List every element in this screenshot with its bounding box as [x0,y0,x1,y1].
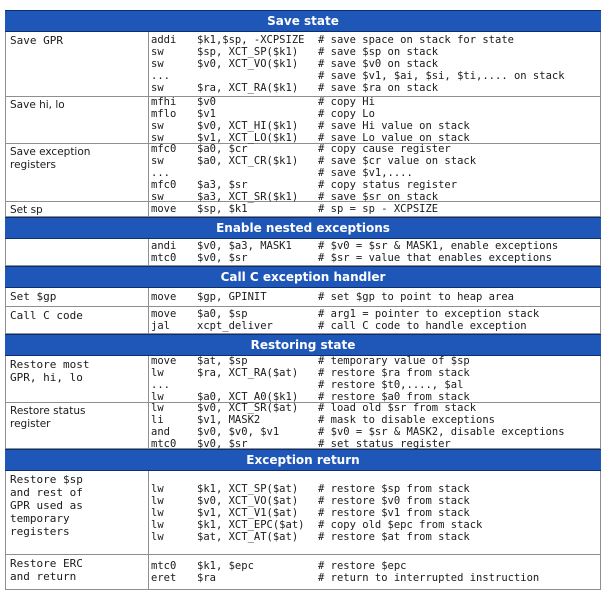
comment: # call C code to handle exception [318,320,527,332]
opcode: sw [151,82,164,94]
operands: $a0, XCT_A0($k1) [197,391,299,403]
comment: # save $cr value on stack [318,154,477,167]
comment: # copy status register [318,178,458,191]
instruction-line [151,82,598,94]
section-header: Call C exception handler [5,266,601,288]
group-label: Restore $sp and rest of GPR used as temporary registers [6,471,149,554]
instruction-line [151,414,598,426]
opcode: li [151,413,164,426]
comment: # save $sp on stack [318,46,439,58]
instruction-lines [149,32,600,96]
opcode: ... [151,379,170,391]
instruction-line [151,426,598,438]
operands: $v0 [197,96,216,108]
comment: # restore $sp from stack [318,482,470,495]
comment: # save Lo value on stack [318,132,470,144]
instruction-group [5,555,601,590]
comment: # save $v1, $ai, $si, $ti,.... on stack [318,70,565,82]
instruction-line [151,120,598,132]
instruction-lines [149,97,600,143]
section-header: Enable nested exceptions [5,217,601,239]
instruction-lines [149,555,600,589]
operands: $v0, XCT_HI($k1) [197,120,299,132]
operands: $a0, $cr [197,142,248,155]
opcode: eret [151,572,177,584]
opcode: sw [151,46,164,58]
instruction-line [151,240,598,252]
instruction-line [151,379,598,391]
instruction-group [5,288,601,307]
opcode: ... [151,166,170,179]
operands: $v0, XCT_SR($at) [197,401,299,414]
comment: # $sr = value that enables exceptions [318,252,552,264]
operands: $a3, XCT_SR($k1) [197,190,299,203]
comment: # temporary value of $sp [318,355,470,367]
comment: # save $v1,.... [318,166,413,179]
instruction-group [5,356,601,403]
instruction-line [151,572,598,584]
instruction-line [151,355,598,367]
instruction-group [5,471,601,555]
operands: $k1, XCT_SP($at) [197,482,299,495]
instruction-lines [149,471,600,554]
opcode: jal [151,320,170,332]
operands: $gp, GPINIT [197,291,267,303]
instruction-lines [149,144,600,201]
opcode: sw [151,132,164,144]
comment: # restore $v1 from stack [318,506,470,519]
operands: $ra [197,572,216,584]
comment: # copy Lo [318,108,375,120]
comment: # copy old $epc from stack [318,518,483,531]
instruction-line [151,70,598,82]
opcode: lw [151,401,164,414]
opcode: move [151,355,177,367]
instruction-line [151,483,598,495]
group-label: Save GPR [6,32,149,96]
opcode: move [151,203,177,215]
opcode: mtc0 [151,252,177,264]
opcode: mtc0 [151,437,177,450]
operands: $v0, $sr [197,437,248,450]
instruction-line [151,179,598,191]
instruction-group [5,403,601,449]
section-header: Exception return [5,449,601,471]
instruction-line [151,507,598,519]
operands [197,379,318,391]
operands: $k1, XCT_EPC($at) [197,518,305,531]
opcode: move [151,291,177,303]
comment: # copy Hi [318,96,375,108]
comment: # sp = sp - XCPSIZE [318,203,439,215]
opcode: ... [151,70,170,82]
comment: # arg1 = pointer to exception stack [318,308,540,320]
operands: $a3, $sr [197,178,248,191]
instruction-line [151,531,598,543]
operands: $v1 [197,108,216,120]
opcode: mflo [151,108,177,120]
comment: # restore $t0,...., $al [318,379,464,391]
instruction-lines [149,403,600,448]
opcode: sw [151,190,164,203]
instruction-line [151,519,598,531]
operands: $v0, $v0, $v1 [197,425,280,438]
instruction-group [5,32,601,97]
group-label [6,239,149,265]
operands: $sp, $k1 [197,203,248,215]
operands: $v0, XCT_VO($k1) [197,58,299,70]
instruction-line [151,96,598,108]
group-label: Set $gp [6,288,149,306]
opcode: lw [151,494,164,507]
operands: $v0, $a3, MASK1 [197,240,292,252]
group-label: Set sp [6,202,149,216]
instruction-lines [149,288,600,306]
instruction-line [151,58,598,70]
comment: # $v0 = $sr & MASK2, disable exceptions [318,425,565,438]
comment: # copy cause register [318,142,451,155]
instruction-line [151,203,598,215]
opcode: lw [151,482,164,495]
opcode: lw [151,367,164,379]
comment: # save $ra on stack [318,82,439,94]
operands: $k1,$sp, -XCPSIZE [197,34,305,46]
operands [197,167,318,179]
operands: xcpt_deliver [197,320,273,332]
opcode: andi [151,240,177,252]
operands [197,70,318,82]
comment: # restore $ra from stack [318,367,470,379]
comment: # mask to disable exceptions [318,413,496,426]
instruction-line [151,252,598,264]
opcode: and [151,425,170,438]
group-label: Restore ERC and return [6,555,149,589]
opcode: sw [151,120,164,132]
opcode: sw [151,58,164,70]
comment: # restore $v0 from stack [318,494,470,507]
group-label: Call C code [6,307,149,333]
opcode: lw [151,391,164,403]
comment: # restore $at from stack [318,530,470,543]
opcode: addi [151,34,177,46]
comment: # set $gp to point to heap area [318,291,514,303]
operands: $v1, XCT_LO($k1) [197,132,299,144]
instruction-line [151,167,598,179]
operands: $a0, XCT_CR($k1) [197,154,299,167]
comment: # set status register [318,437,451,450]
group-label: Restore status register [6,403,149,448]
opcode: sw [151,154,164,167]
section-header: Save state [5,10,601,32]
operands: $ra, XCT_RA($at) [197,367,299,379]
opcode: mfhi [151,96,177,108]
comment: # load old $sr from stack [318,401,477,414]
instruction-line [151,308,598,320]
instruction-line [151,34,598,46]
operands: $k1, $epc [197,560,254,572]
comment: # save $sr on stack [318,190,439,203]
instruction-line [151,402,598,414]
opcode: mfc0 [151,142,177,155]
opcode: lw [151,518,164,531]
comment: # $v0 = $sr & MASK1, enable exceptions [318,240,559,252]
instruction-lines [149,307,600,333]
instruction-group [5,307,601,334]
opcode: mtc0 [151,560,177,572]
operands: $v1, MASK2 [197,413,261,426]
operands: $at, XCT_AT($at) [197,530,299,543]
instruction-line [151,560,598,572]
operands: $v0, XCT_VO($at) [197,494,299,507]
instruction-line [151,291,598,303]
instruction-lines [149,202,600,216]
operands: $a0, $sp [197,308,248,320]
instruction-line [151,143,598,155]
instruction-group [5,239,601,266]
comment: # return to interrupted instruction [318,572,540,584]
instruction-line [151,191,598,203]
comment: # save Hi value on stack [318,120,470,132]
comment: # restore $a0 from stack [318,391,470,403]
instruction-group [5,202,601,217]
exception-handler-table [5,10,601,590]
section-header: Restoring state [5,334,601,356]
instruction-line [151,320,598,332]
opcode: mfc0 [151,178,177,191]
opcode: move [151,308,177,320]
instruction-group [5,97,601,144]
comment: # restore $epc [318,560,407,572]
group-label: Restore most GPR, hi, lo [6,356,149,402]
group-label: Save exception registers [6,144,149,201]
instruction-line [151,367,598,379]
instruction-line [151,155,598,167]
group-label: Save hi, lo [6,97,149,143]
instruction-line [151,495,598,507]
comment: # save space on stack for state [318,34,514,46]
instruction-lines [149,356,600,402]
instruction-line [151,108,598,120]
operands: $v0, $sr [197,252,248,264]
operands: $sp, XCT_SP($k1) [197,46,299,58]
operands: $at, $sp [197,355,248,367]
comment: # save $v0 on stack [318,58,439,70]
instruction-line [151,46,598,58]
instruction-line [151,438,598,450]
opcode: lw [151,506,164,519]
operands: $v1, XCT_V1($at) [197,506,299,519]
instruction-lines [149,239,600,265]
operands: $ra, XCT_RA($k1) [197,82,299,94]
opcode: lw [151,530,164,543]
instruction-group [5,144,601,202]
